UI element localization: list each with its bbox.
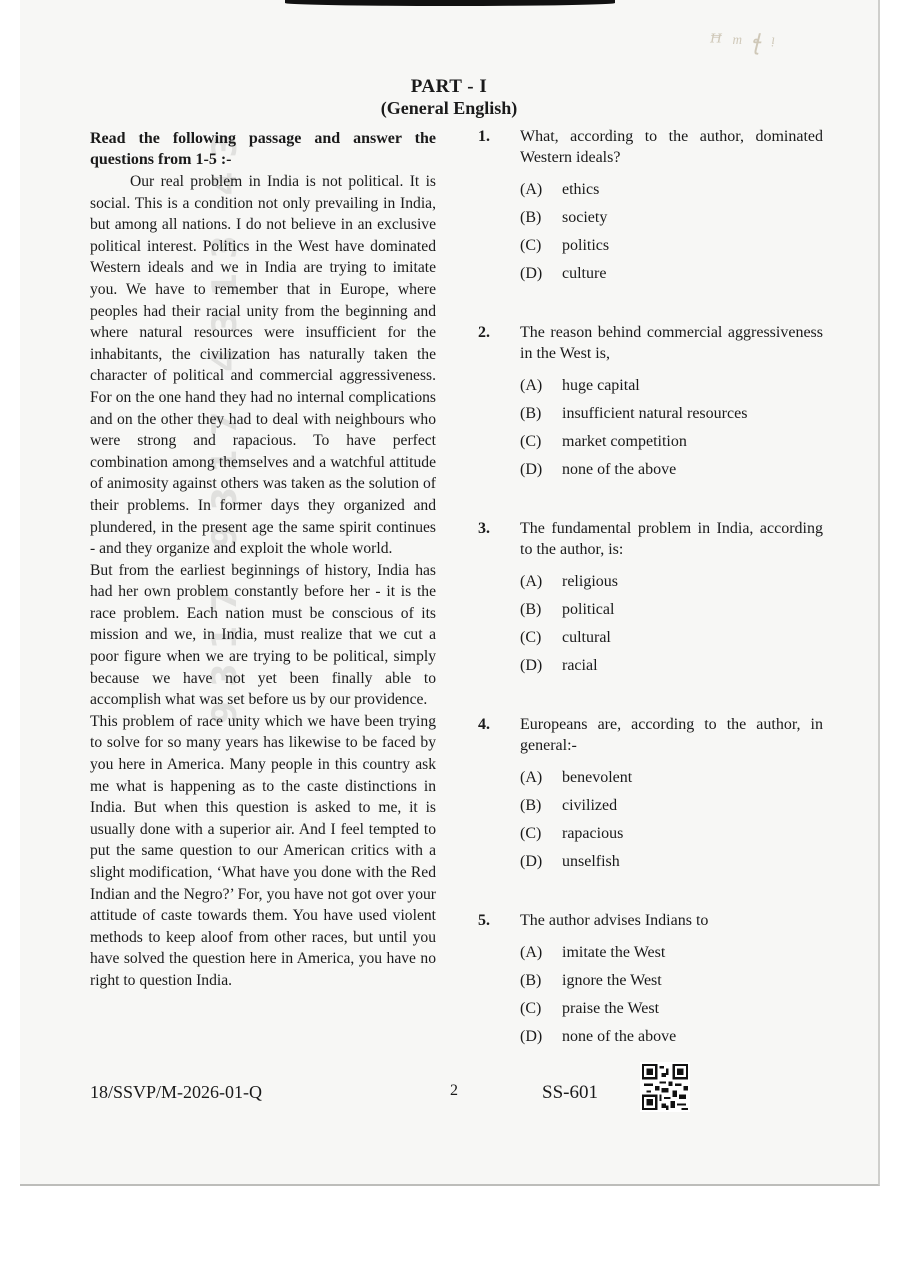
option bbox=[520, 260, 823, 288]
option-label: (D) bbox=[520, 1028, 543, 1045]
option bbox=[520, 372, 823, 400]
option bbox=[520, 176, 823, 204]
option-text: political bbox=[562, 601, 615, 618]
question-text: What, according to the author, dominated Western ideals? bbox=[520, 128, 823, 166]
option-list bbox=[520, 764, 823, 876]
option bbox=[520, 232, 823, 260]
option-label: (A) bbox=[520, 944, 543, 961]
question-2 bbox=[478, 322, 823, 484]
option-text: society bbox=[562, 209, 608, 226]
question-4 bbox=[478, 714, 823, 876]
option bbox=[520, 764, 823, 792]
option-text: ethics bbox=[562, 181, 600, 198]
serial-watermark: 9317 9317 4313 43 bbox=[205, 120, 245, 725]
option-label: (C) bbox=[520, 237, 542, 254]
option-label: (C) bbox=[520, 433, 542, 450]
option-label: (D) bbox=[520, 853, 543, 870]
option-label: (A) bbox=[520, 377, 543, 394]
series-code: SS-601 bbox=[542, 1082, 598, 1103]
question-number: 4. bbox=[478, 716, 490, 733]
option-label: (A) bbox=[520, 573, 543, 590]
option-label: (C) bbox=[520, 629, 542, 646]
option-label: (C) bbox=[520, 825, 542, 842]
show-through-mark: ꟸ ᵐ ꞎ ᵎ bbox=[710, 30, 776, 55]
option-text: civilized bbox=[562, 797, 618, 814]
option-text: cultural bbox=[562, 629, 611, 646]
option-text: religious bbox=[562, 573, 618, 590]
part-heading: PART - I bbox=[410, 76, 488, 97]
booklet-code: 18/SSVP/M-2026-01-Q bbox=[90, 1082, 263, 1102]
option-label: (B) bbox=[520, 797, 542, 814]
question-number: 1. bbox=[478, 128, 490, 145]
option-text: politics bbox=[562, 237, 610, 254]
option-text: ignore the West bbox=[562, 972, 662, 989]
option-list bbox=[520, 939, 823, 1051]
option bbox=[520, 456, 823, 484]
option-text: none of the above bbox=[562, 1028, 677, 1045]
option bbox=[520, 204, 823, 232]
passage-paragraph: This problem of race unity which we have been trying to solve for so many years has likewise to be faced by you here in America. Many people in this country ask me what is happening as to the caste distinctions in India. But when this question is asked to me, it is usually done with a superior air. And I feel tempted to put the same question to our American critics with a slight modification, ‘What have you done with the Red Indian and the Negro?’ For, you have not got over your attitude of caste towards them. You have used violent methods to keep aloof from other races, but until you have solved the question here in America, you have no right to question India. bbox=[90, 712, 436, 989]
option-text: racial bbox=[562, 657, 598, 674]
option bbox=[520, 568, 823, 596]
option-text: praise the West bbox=[562, 1000, 660, 1017]
option-label: (A) bbox=[520, 181, 543, 198]
option-text: imitate the West bbox=[562, 944, 666, 961]
question-number: 5. bbox=[478, 912, 490, 929]
option-text: benevolent bbox=[562, 769, 633, 786]
question-text: Europeans are, according to the author, in general:- bbox=[520, 716, 823, 754]
question-number: 2. bbox=[478, 324, 490, 341]
option bbox=[520, 967, 823, 995]
question-5 bbox=[478, 910, 823, 1051]
option-list bbox=[520, 372, 823, 484]
option-text: culture bbox=[562, 265, 607, 282]
option-label: (B) bbox=[520, 972, 542, 989]
option-label: (D) bbox=[520, 265, 543, 282]
option-text: unselfish bbox=[562, 853, 620, 870]
option-label: (A) bbox=[520, 769, 543, 786]
subject-heading: (General English) bbox=[380, 98, 518, 118]
questions-column bbox=[478, 126, 823, 1085]
option-text: none of the above bbox=[562, 461, 677, 478]
question-3 bbox=[478, 518, 823, 680]
option-text: rapacious bbox=[562, 825, 624, 842]
question-text: The author advises Indians to bbox=[520, 912, 709, 929]
option bbox=[520, 820, 823, 848]
option bbox=[520, 652, 823, 680]
option bbox=[520, 792, 823, 820]
option bbox=[520, 596, 823, 624]
option-text: insufficient natural resources bbox=[562, 405, 748, 422]
scan-edge-mark bbox=[285, 0, 615, 6]
qr-code-icon bbox=[640, 1062, 690, 1112]
question-number: 3. bbox=[478, 520, 490, 537]
passage-instruction: Read the following passage and answer the questions from 1-5 :- bbox=[90, 130, 436, 168]
option bbox=[520, 939, 823, 967]
option bbox=[520, 1023, 823, 1051]
option bbox=[520, 995, 823, 1023]
option bbox=[520, 400, 823, 428]
option-label: (D) bbox=[520, 461, 543, 478]
option bbox=[520, 624, 823, 652]
passage-paragraph: Our real problem in India is not political. It is social. This is a condition not only prevailing in India, but among all nations. I do not believe in an exclusive political interest. Politics in the West have dominated Western ideals and we in India are trying to imitate you. We have to remember that in Europe, where peoples had their racial unity from the beginning and where natural resources were insufficient for the inhabitants, the civilization has naturally taken the character of political and commercial aggressiveness. For on the one hand they had no internal complications and on the other they had to deal with neighbours who were strong and rapacious. To have perfect combination among themselves and a watchful attitude of animosity against others was taken as the solution of their problems. In former days they organized and plundered, in the present age the same spirit continues - and they organize and exploit the whole world. bbox=[90, 173, 436, 558]
option-list bbox=[520, 568, 823, 680]
option-label: (B) bbox=[520, 601, 542, 618]
option-text: market competition bbox=[562, 433, 687, 450]
option bbox=[520, 428, 823, 456]
page-number: 2 bbox=[450, 1082, 458, 1099]
passage-paragraph: But from the earliest beginnings of history, India has had her own problem constantly before her - it is the race problem. Each nation must be conscious of its mission and we, in India, must realize that we cut a poor figure when we are trying to be political, simply because we have not yet been finally able to accomplish what was set before us by our providence. bbox=[90, 561, 436, 709]
reading-passage bbox=[90, 128, 436, 992]
option-label: (B) bbox=[520, 405, 542, 422]
question-text: The fundamental problem in India, according to the author, is: bbox=[520, 520, 823, 558]
question-1 bbox=[478, 126, 823, 288]
question-text: The reason behind commercial aggressiveness in the West is, bbox=[520, 324, 823, 362]
exam-page bbox=[20, 0, 880, 1186]
option-label: (D) bbox=[520, 657, 543, 674]
option-label: (C) bbox=[520, 1000, 542, 1017]
option bbox=[520, 848, 823, 876]
option-label: (B) bbox=[520, 209, 542, 226]
option-list bbox=[520, 176, 823, 288]
option-text: huge capital bbox=[562, 377, 640, 394]
